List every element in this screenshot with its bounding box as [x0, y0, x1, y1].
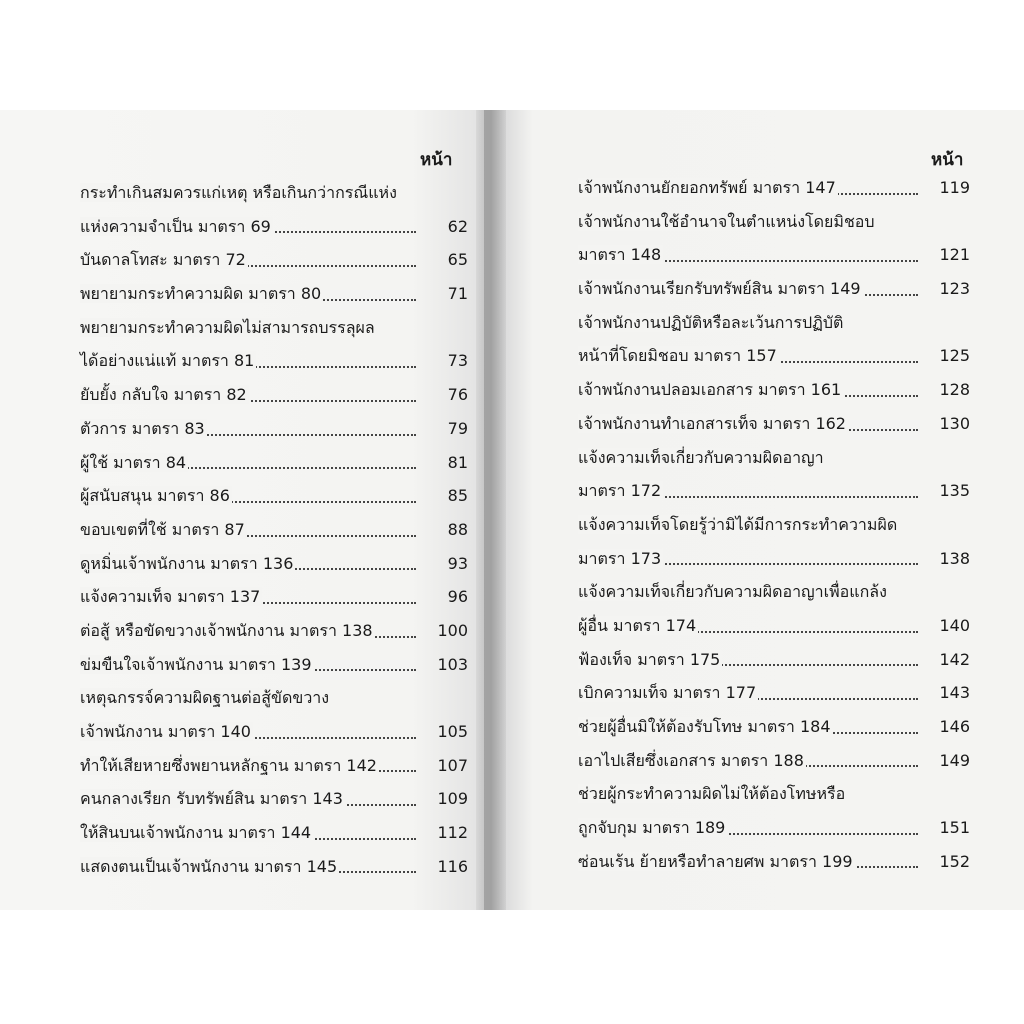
toc-entry	[80, 782, 468, 816]
toc-entry	[80, 378, 468, 412]
toc-page-number: 119	[939, 178, 970, 197]
toc-entry	[80, 210, 468, 244]
toc-page-number: 65	[447, 250, 468, 270]
toc-entry-title: พยายามกระทำความผิดไม่สามารถบรรลุผล	[80, 317, 375, 337]
toc-entry-title: เจ้าพนักงานใช้อำนาจในตำแหน่งโดยมิชอบ	[578, 211, 875, 231]
toc-entry	[80, 513, 468, 547]
toc-page-number: 138	[939, 548, 970, 568]
toc-entry-title: มาตรา 148	[578, 245, 662, 265]
toc-entry	[80, 681, 468, 715]
toc-entry-title: ผู้อื่น มาตรา 174	[578, 615, 697, 635]
toc-page-number: 128	[939, 380, 970, 400]
toc-page-number: 109	[437, 789, 468, 809]
toc-entry-title: แจ้งความเท็จเกี่ยวกับความผิดอาญาเพื่อแกล้ง	[578, 582, 887, 602]
toc-entry	[578, 710, 970, 744]
toc-entry	[80, 479, 468, 513]
toc-page-number: 121	[939, 245, 970, 265]
book-spread	[0, 110, 1024, 910]
toc-entry-title: ขอบเขตที่ใช้ มาตรา 87	[80, 519, 245, 539]
toc-page-number: 103	[437, 654, 468, 674]
toc-page-number: 85	[447, 486, 468, 506]
toc-page-number: 112	[437, 823, 468, 843]
toc-entry	[80, 176, 468, 210]
toc-entry-title: ดูหมิ่นเจ้าพนักงาน มาตรา 136	[80, 553, 294, 573]
toc-page-number: 73	[447, 351, 468, 371]
toc-entry	[578, 474, 970, 508]
toc-entry-title: ตัวการ มาตรา 83	[80, 418, 205, 438]
toc-entry	[578, 508, 970, 542]
toc-entry-title: แจ้งความเท็จโดยรู้ว่ามิได้มีการกระทำความผิด	[578, 514, 898, 534]
toc-entry-title: เจ้าพนักงานปลอมเอกสาร มาตรา 161	[578, 380, 842, 400]
toc-entry-title: เจ้าพนักงานทำเอกสารเท็จ มาตรา 162	[578, 413, 846, 433]
toc-entry-title: ช่วยผู้กระทำความผิดไม่ให้ต้องโทษหรือ	[578, 784, 846, 804]
toc-entry-title: ได้อย่างแน่แท้ มาตรา 81	[80, 351, 255, 371]
toc-entry-title: ฟ้องเท็จ มาตรา 175	[578, 649, 721, 669]
toc-entry-title: แจ้งความเท็จเกี่ยวกับความผิดอาญา	[578, 447, 824, 467]
toc-entry	[80, 648, 468, 682]
toc-page-number: 135	[939, 481, 970, 501]
toc-entry-title: ช่วยผู้อื่นมิให้ต้องรับโทษ มาตรา 184	[578, 717, 831, 736]
toc-entry-title: พยายามกระทำความผิด มาตรา 80	[80, 284, 322, 304]
toc-page-number: 151	[939, 818, 970, 838]
toc-entry	[578, 407, 970, 441]
toc-entry-title: ข่มขืนใจเจ้าพนักงาน มาตรา 139	[80, 654, 312, 674]
toc-entry	[80, 243, 468, 277]
toc-page-number: 146	[939, 717, 970, 736]
toc-page-number: 152	[939, 851, 970, 871]
toc-entry	[578, 306, 970, 340]
toc-entry	[578, 238, 970, 272]
toc-entry-title: ผู้สนับสนุน มาตรา 86	[80, 486, 230, 506]
toc-page-number: 140	[939, 615, 970, 635]
toc-page-number: 116	[437, 856, 468, 876]
right-page	[484, 110, 1024, 910]
toc-entry-title: ทำให้เสียหายซึ่งพยานหลักฐาน มาตรา 142	[80, 755, 377, 775]
toc-entry-title: เจ้าพนักงานปฏิบัติหรือละเว้นการปฏิบัติ	[578, 312, 844, 332]
toc-entry-title: ซ่อนเร้น ย้ายหรือทำลายศพ มาตรา 199	[578, 851, 853, 871]
toc-entry	[578, 441, 970, 475]
toc-entry-title: เจ้าพนักงานยักยอกทรัพย์ มาตรา 147	[578, 178, 836, 197]
toc-entry-title: มาตรา 172	[578, 481, 662, 501]
toc-page-number: 62	[447, 216, 468, 236]
left-page	[0, 110, 484, 910]
toc-entry-title: แสดงตนเป็นเจ้าพนักงาน มาตรา 145	[80, 856, 338, 876]
toc-page-number: 93	[447, 553, 468, 573]
toc-entry-title: กระทำเกินสมควรแก่เหตุ หรือเกินกว่ากรณีแห่ง	[80, 183, 397, 202]
toc-entry	[80, 614, 468, 648]
toc-page-number: 123	[939, 279, 970, 299]
toc-entry-title: เบิกความเท็จ มาตรา 177	[578, 683, 757, 703]
toc-entry-title: หน้าที่โดยมิชอบ มาตรา 157	[578, 346, 777, 366]
toc-entry	[578, 811, 970, 845]
toc-entry-title: ผู้ใช้ มาตรา 84	[80, 452, 187, 472]
toc-entry	[578, 339, 970, 373]
toc-entry	[80, 580, 468, 614]
toc-entry	[578, 777, 970, 811]
toc-page-number: 149	[939, 750, 970, 770]
toc-page-number: 76	[447, 385, 468, 405]
toc-entry-title: เจ้าพนักงานเรียกรับทรัพย์สิน มาตรา 149	[578, 279, 861, 299]
toc-page-number: 100	[437, 620, 468, 640]
toc-page-number: 107	[437, 755, 468, 775]
toc-entry-title: ถูกจับกุม มาตรา 189	[578, 818, 726, 838]
toc-page-number: 96	[447, 587, 468, 607]
toc-page-number: 81	[447, 452, 468, 472]
toc-page-number: 105	[437, 722, 468, 741]
toc-entry	[578, 272, 970, 306]
toc-entry-title: เจ้าพนักงาน มาตรา 140	[80, 722, 251, 741]
toc-entry	[80, 816, 468, 850]
toc-page-number: 125	[939, 346, 970, 366]
toc-entry	[578, 676, 970, 710]
toc-entry-title: ต่อสู้ หรือขัดขวางเจ้าพนักงาน มาตรา 138	[80, 620, 373, 640]
toc-entry	[578, 542, 970, 576]
toc-page-number: 71	[447, 284, 468, 304]
left-page-header: หน้า	[420, 150, 453, 170]
right-toc-list	[578, 171, 970, 878]
right-page-header: หน้า	[931, 150, 964, 170]
toc-entry-title: คนกลางเรียก รับทรัพย์สิน มาตรา 143	[80, 789, 343, 809]
toc-page-number: 88	[447, 519, 468, 539]
toc-entry	[80, 344, 468, 378]
left-toc-list	[80, 176, 468, 883]
toc-entry-title: เอาไปเสียซึ่งเอกสาร มาตรา 188	[578, 750, 804, 770]
toc-entry	[80, 277, 468, 311]
toc-page-number: 130	[939, 413, 970, 433]
toc-entry-title: ยับยั้ง กลับใจ มาตรา 82	[80, 385, 247, 405]
toc-entry	[80, 715, 468, 749]
toc-entry	[578, 171, 970, 205]
toc-entry	[578, 845, 970, 879]
toc-entry-title: แจ้งความเท็จ มาตรา 137	[80, 587, 261, 607]
book-gutter	[476, 110, 506, 910]
toc-entry	[578, 643, 970, 677]
toc-entry-title: เหตุฉกรรจ์ความผิดฐานต่อสู้ขัดขวาง	[80, 688, 330, 708]
toc-entry	[80, 547, 468, 581]
toc-entry	[80, 749, 468, 783]
toc-entry	[80, 850, 468, 884]
toc-entry	[578, 744, 970, 778]
toc-entry	[578, 575, 970, 609]
toc-entry-title: มาตรา 173	[578, 548, 662, 568]
toc-entry-title: แห่งความจำเป็น มาตรา 69	[80, 216, 271, 236]
toc-entry-title: ให้สินบนเจ้าพนักงาน มาตรา 144	[80, 823, 312, 843]
toc-entry	[578, 205, 970, 239]
toc-page-number: 143	[939, 683, 970, 703]
toc-entry	[578, 373, 970, 407]
toc-page-number: 142	[939, 649, 970, 669]
toc-entry-title: บันดาลโทสะ มาตรา 72	[80, 250, 246, 270]
toc-entry	[578, 609, 970, 643]
toc-entry	[80, 412, 468, 446]
toc-page-number: 79	[447, 418, 468, 438]
toc-entry	[80, 446, 468, 480]
toc-entry	[80, 311, 468, 345]
